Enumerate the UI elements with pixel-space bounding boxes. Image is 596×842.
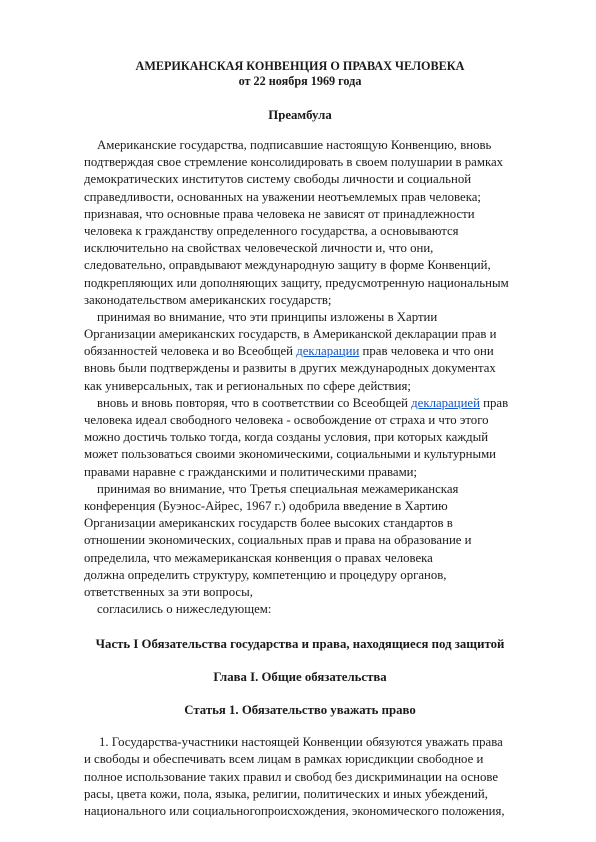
text-line: и свободы и обеспечивать всем лицам в рамках юрисдикции свободное и [84, 752, 484, 767]
text-line: согласились о нижеследующем: [97, 602, 272, 617]
text-line: подкрепляющих или дополняющих защиту, предусмотренную национальным [84, 275, 509, 290]
text-segment: вновь и вновь повторяя, что в соответствии со Всеобщей [97, 395, 412, 410]
text-line: расы, цвета кожи, пола, языка, религии, политических и иных убеждений, [84, 786, 488, 801]
text-line: принимая во внимание, что Третья специальная межамериканская [97, 481, 459, 496]
text-line: человека идеал свободного человека - освобождение от страха и что этого [84, 413, 489, 427]
text-line: национального или социальногопроисхождения, экономического положения, [84, 804, 505, 818]
text-line: справедливости, основанных на уважении неотъемлемых прав человека; [84, 189, 481, 204]
text-line: можно достичь только тогда, когда созданы условия, при которых каждый [84, 430, 489, 445]
text-line: определила, что межамериканская конвенция о правах человека [84, 550, 433, 565]
preamble-text [84, 137, 516, 618]
declaration-link[interactable]: декларацией [411, 395, 480, 410]
text-segment: прав человека и что они [359, 344, 494, 359]
text-line: конференция (Буэнос-Айрес, 1967 г.) одобрила введение в Хартию [84, 498, 448, 513]
article-text [84, 734, 516, 820]
part-heading: Часть I Обязательства государства и права, находящиеся под защитой [95, 637, 505, 652]
preamble-heading: Преамбула [268, 108, 332, 122]
text-line-with-link [84, 343, 516, 360]
text-line: исключительно на свойствах человеческой личности и, что они, [84, 241, 434, 256]
text-line: полное использование таких правил и свобод без дискриминации на основе [84, 769, 499, 784]
text-line: законодательством американских государств; [84, 292, 332, 307]
article-heading: Статья 1. Обязательство уважать право [184, 703, 416, 718]
text-line: как универсальных, так и региональных по сфере действия; [84, 378, 411, 393]
document-title: АМЕРИКАНСКАЯ КОНВЕНЦИЯ О ПРАВАХ ЧЕЛОВЕКА [135, 59, 465, 73]
text-line: отношении экономических, социальных прав и права на образование и [84, 533, 472, 548]
text-line: признавая, что основные права человека не зависят от принадлежности [84, 206, 475, 221]
text-line: ответственных за эти вопросы, [84, 584, 253, 599]
text-line: должна определить структуру, компетенцию и процедуру органов, [84, 567, 447, 582]
text-segment: обязанностей человека и во Всеобщей [84, 344, 297, 359]
declaration-link[interactable]: декларации [296, 344, 360, 359]
text-line-with-link [84, 395, 516, 412]
chapter-heading: Глава I. Общие обязательства [213, 670, 387, 685]
text-line: 1. Государства-участники настоящей Конвенции обязуются уважать права [99, 735, 503, 750]
text-line: Организации американских государств, в Американской декларации прав и [84, 327, 497, 342]
document-date: от 22 ноября 1969 года [238, 74, 362, 88]
text-line: Организации американских государств более высоких стандартов в [84, 516, 453, 531]
text-line: подтверждая свое стремление консолидировать в своем полушарии в рамках [84, 155, 504, 170]
text-line: вновь были подтверждены и развиты в других международных документах [84, 361, 496, 376]
document-page [84, 59, 516, 820]
text-line: следовательно, оправдывают международную защиту в форме Конвенций, [84, 258, 491, 273]
text-line: человека к гражданству определенного государства, а основываются [84, 223, 459, 238]
text-line: правами наравне с гражданскими и политическими правами; [84, 464, 418, 479]
text-line: может пользоваться своими экономическими, социальными и культурными [84, 447, 497, 462]
text-line: принимая во внимание, что эти принципы изложены в Хартии [97, 309, 438, 324]
text-line: демократических институтов систему свободы личности и социальной [84, 172, 472, 187]
text-line: Американские государства, подписавшие настоящую Конвенцию, вновь [97, 138, 492, 152]
text-segment: прав [479, 395, 509, 410]
